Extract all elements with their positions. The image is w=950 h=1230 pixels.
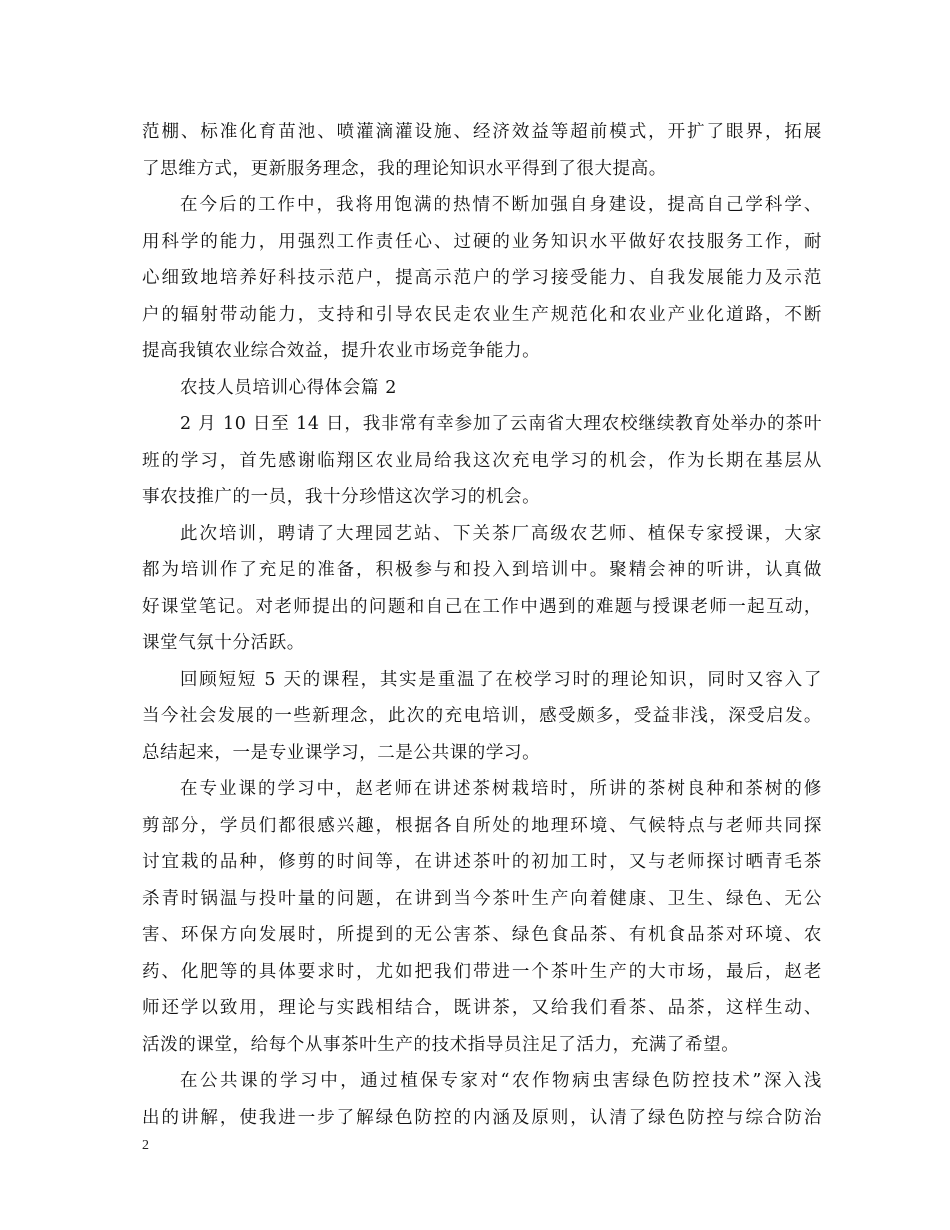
paragraph	[142, 771, 822, 1063]
paragraph	[142, 114, 822, 187]
page-number: 2	[142, 1138, 149, 1153]
text-line: 杀青时锅温与投叶量的问题，在讲到当今茶叶生产向着健康、卫生、绿色、无公	[142, 888, 822, 909]
text-line: 总结起来，一是专业课学习，二是公共课的学习。	[142, 742, 541, 763]
text-line: 活泼的课堂，给每个从事茶叶生产的技术指导员注足了活力，充满了希望。	[142, 1034, 740, 1055]
text-line: 户的辐射带动能力，支持和引导农民走农业生产规范化和农业产业化道路，不断	[142, 304, 822, 325]
paragraph	[142, 1063, 822, 1136]
text-line: 范棚、标准化育苗池、喷灌滴灌设施、经济效益等超前模式，开扩了眼界，拓展	[142, 122, 822, 142]
text-line: 用科学的能力，用强烈工作责任心、过硬的业务知识水平做好农技服务工作，耐	[142, 231, 822, 252]
paragraph	[142, 187, 822, 370]
text-line: 在专业课的学习中，赵老师在讲述茶树栽培时，所讲的茶树良种和茶树的修	[180, 779, 822, 799]
text-line: 好课堂笔记。对老师提出的问题和自己在工作中遇到的难题与授课老师一起互动，	[142, 596, 822, 617]
text-line: 讨宜栽的品种，修剪的时间等，在讲述茶叶的初加工时，又与老师探讨晒青毛茶	[142, 852, 822, 872]
paragraph	[142, 662, 822, 772]
text-line: 心细致地培养好科技示范户，提高示范户的学习接受能力、自我发展能力及示范	[142, 268, 822, 288]
text-line: 了思维方式，更新服务理念，我的理论知识水平得到了很大提高。	[142, 158, 667, 179]
text-line: 在今后的工作中，我将用饱满的热情不断加强自身建设，提高自己学科学、	[180, 195, 822, 215]
section-heading	[142, 370, 822, 407]
text-line: 此次培训，聘请了大理园艺站、下关茶厂高级农艺师、植保专家授课，大家	[180, 523, 822, 544]
text-line: 在公共课的学习中，通过植保专家对“农作物病虫害绿色防控技术”深入浅	[180, 1071, 822, 1091]
paragraph	[142, 516, 822, 662]
text-line: 课堂气氛十分活跃。	[142, 633, 305, 653]
text-line: 都为培训作了充足的准备，积极参与和投入到培训中。聚精会神的听讲，认真做	[142, 560, 822, 580]
document-body	[142, 114, 822, 1136]
text-line: 2 月 10 日至 14 日，我非常有幸参加了云南省大理农校继续教育处举办的茶叶	[180, 414, 822, 434]
text-line: 农技人员培训心得体会篇 2	[180, 377, 397, 398]
text-line: 药、化肥等的具体要求时，尤如把我们带进一个茶叶生产的大市场，最后，赵老	[142, 961, 822, 982]
text-line: 回顾短短 5 天的课程，其实是重温了在校学习时的理论知识，同时又容入了	[180, 669, 822, 690]
text-line: 提高我镇农业综合效益，提升农业市场竞争能力。	[142, 341, 541, 361]
text-line: 事农技推广的一员，我十分珍惜这次学习的机会。	[142, 487, 541, 507]
text-line: 出的讲解，使我进一步了解绿色防控的内涵及原则，认清了绿色防控与综合防治	[142, 1107, 822, 1128]
text-line: 害、环保方向发展时，所提到的无公害茶、绿色食品茶、有机食品茶对环境、农	[142, 925, 822, 945]
text-line: 当今社会发展的一些新理念，此次的充电培训，感受颇多，受益非浅，深受启发。	[142, 706, 822, 726]
paragraph	[142, 406, 822, 516]
text-line: 师还学以致用，理论与实践相结合，既讲茶，又给我们看茶、品茶，这样生动、	[142, 998, 822, 1018]
text-line: 班的学习，首先感谢临翔区农业局给我这次充电学习的机会，作为长期在基层从	[142, 450, 822, 471]
text-line: 剪部分，学员们都很感兴趣，根据各自所处的地理环境、气候特点与老师共同探	[142, 815, 822, 836]
